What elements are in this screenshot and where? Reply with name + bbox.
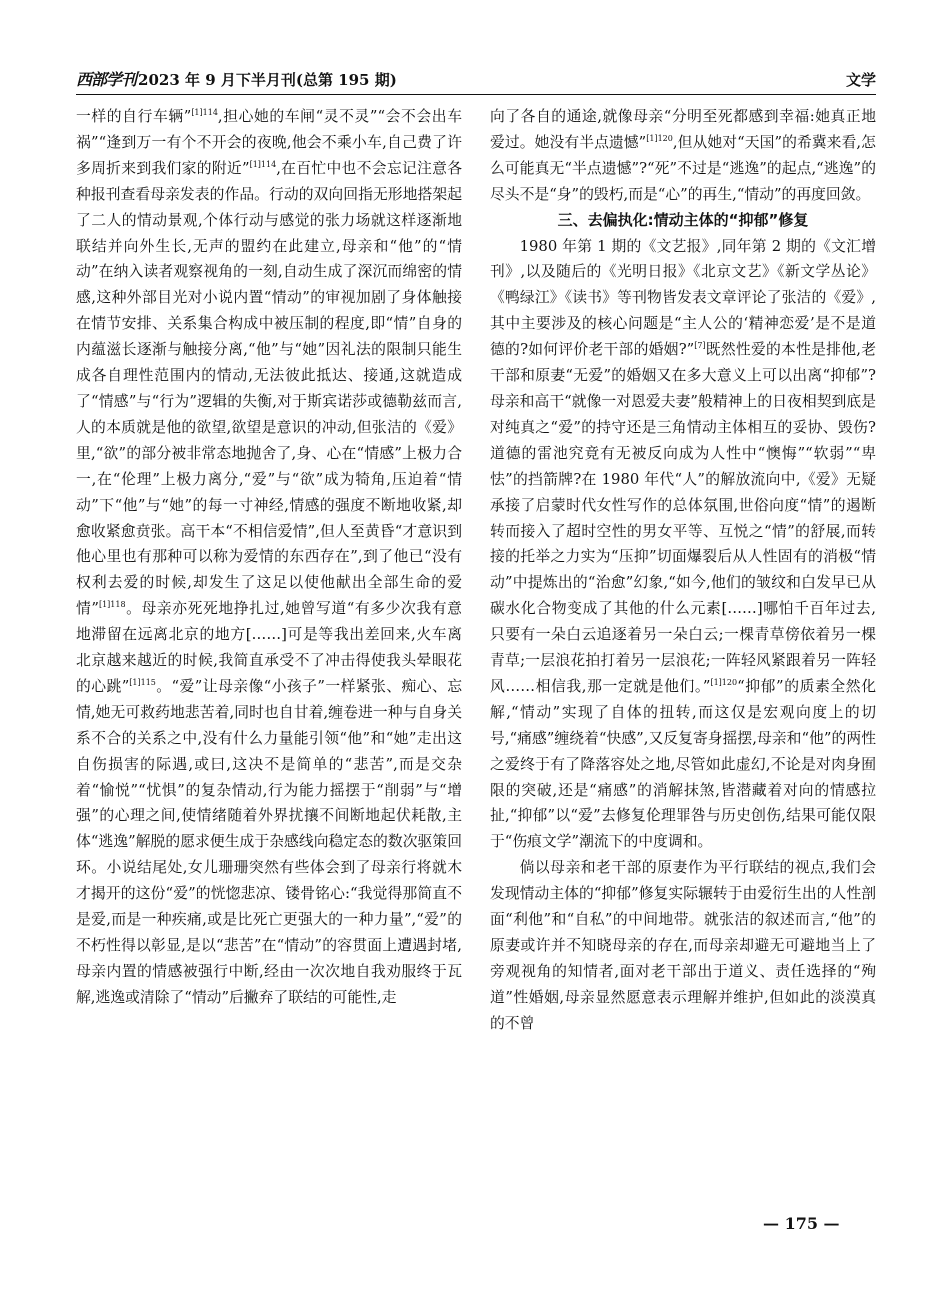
citation: [1]120 [710,678,738,688]
citation: [1]120 [646,133,673,143]
text-run: 向了各自的通途,就像母亲“分明至死都感到幸福:她真正地爱过。她没有半点遗憾” [490,108,876,151]
citation: [7] [694,341,706,351]
right-paragraph-continued [490,104,876,208]
text-run: 1980 年第 1 期的《文艺报》,同年第 2 期的《文汇增刊》,以及随后的《光明日报》《北京文艺》《新文学丛论》《鸭绿江》《读书》等刊物皆发表文章评论了张洁的《爱》,其中主要涉及的核心问题是“主人公的‘精神恋爱’是不是道德的?如何评价老干部的婚姻?” [490,237,876,359]
citation: [1]114 [191,108,218,118]
text-run: ,在百忙中也不会忘记注意各种报刊查看母亲发表的作品。行动的双向回指无形地搭架起了二人的情动景观,个体行动与感觉的张力场就这样逐渐地联结并向外生长,无声的盟约在此建立,母亲和“他”的“情动”在纳入读者观察视角的一刻,自动生成了深沉而绵密的情感,这种外部目光对小说内置“情动”的审视加剧了身体触接在情节安排、关系集合构成中被压制的程度,即“情”自身的内蕴滋长逐渐与触接分离,“他”与“她”因礼法的限制只能生成各自理性范围内的情动,无法彼此抵达、接通,这就造成了“情感”与“行为”逻辑的失衡,对于斯宾诺莎或德勒兹而言,人的本质就是他的欲望,欲望是意识的冲动,但张洁的《爱》里,“欲”的部分被非常态地抛舍了,身、心在“情感”上极力合一,在“伦理”上极力离分,“爱”与“欲”成为犄角,压迫着“情动”下“他”与“她”的每一寸神经,情感的强度不断地收紧,却愈收紧愈贲张。高干本“不相信爱情”,但人至黄昏“才意识到他心里也有那种可以称为爱情的东西存在”,到了他已“没有权利去爱的时候,却发生了这足以使他献出全部生命的爱情” [76,159,462,618]
citation: [1]118 [98,600,126,610]
right-paragraph-3: 倘以母亲和老干部的原妻作为平行联结的视点,我们会发现情动主体的“抑郁”修复实际辗转于由爱衍生出的人性剖面“利他”和“自私”的中间地带。就张洁的叙述而言,“他”的原妻或许并不知晓母亲的存在,而母亲却避无可避地当上了旁观视角的知情者,面对老干部出于道义、责任选择的“殉道”性婚姻,母亲显然愿意表示理解并维护,但如此的淡漠真的不曾 [490,859,876,1032]
left-column [76,104,462,1011]
issue-info: 2023 年 9 月下半月刊(总第 195 期) [138,71,397,89]
journal-logo: 西部学刊 [76,70,137,89]
text-run: ,担心她的车闸“灵不灵”“会不会出车祸”“逢到万一有个不开会的夜晚,他会不乘小车,自己费了许多周折来到我们家的附近” [76,108,462,177]
page-number: — 175 — [763,1214,840,1233]
text-run: 。母亲亦死死地挣扎过,她曾写道“有多少次我有意地滞留在远离北京的地方[……]可是等我出差回来,火车离北京越来越近的时候,我简直承受不了冲击得使我头晕眼花的心跳” [76,600,462,695]
text-run: 一样的自行车辆” [76,108,192,125]
section-heading: 三、去偏执化:情动主体的“抑郁”修复 [557,210,809,229]
text-run: 。“爱”让母亲像“小孩子”一样紧张、痴心、忘情,她无可救药地悲苦着,同时也自甘着,缠卷进一种与自身关系不合的关系之中,没有什么力量能引领“他”和“她”走出这自伤损害的际遇,或曰,这决不是简单的“悲苦”,而是交杂着“愉悦”“忧惧”的复杂情动,行为能力摇摆于“削弱”与“增强”的心理之间,使情绪随着外界扰攘不间断地起伏耗散,主体“逃逸”解脱的愿求便生成于杂感线向稳定态的数次驱策回环。小说结尾处,女儿珊珊突然有些体会到了母亲行将就木才揭开的这份“爱”的恍惚悲凉、镂骨铭心:“我觉得那简直不是爱,而是一种疾痛,或是比死亡更强大的一种力量”,“爱”的不朽性得以彰显,是以“悲苦”在“情动”的容贯面上遭遇封堵,母亲内置的情感被强行中断,经由一次次地自我劝服终于瓦解,逃逸或清除了“情动”后撇弃了联结的可能性,走 [76,677,462,1006]
header-rule [76,94,876,95]
text-run: ,但从她对“天国”的希冀来看,怎么可能真无“半点遗憾”?“死”不过是“逃逸”的起点,“逃逸”的尽头不是“身”的毁朽,而是“心”的再生,“情动”的再度回敛。 [490,133,876,203]
journal-masthead [76,67,397,90]
text-run: 既然性爱的本性是排他,老干部和原妻“无爱”的婚姻又在多大意义上可以出离“抑郁”?母亲和高干“就像一对恩爱夫妻”般精神上的日夜相契到底是对纯真之“爱”的持守还是三角情动主体相互的妥协、毁伤?道德的雷池究竟有无被反向成为人性中“懊悔”“软弱”“卑怯”的挡箭牌?在 1980 年代“人”的解放流向中,《爱》无疑承接了启蒙时代女性写作的总体氛围,世俗向度“情”的遏断转而接入了超时空性的男女平等、互悦之“情”的舒展,而转接的托举之力实为“压抑”切面爆裂后从人性固有的消极“情动”中提炼出的“治愈”幻象,“如今,他们的皱纹和白发早已从碳水化合物变成了其他的什么元素[……]哪怕千百年过去,只要有一朵白云追逐着另一朵白云;一棵青草傍依着另一棵青草;一层浪花拍打着另一层浪花;一阵轻风紧跟着另一阵轻风……相信我,那一定就是他们。” [490,341,876,695]
section-label: 文学 [845,71,876,89]
right-column [490,104,876,1037]
running-header [76,64,876,90]
citation: [1]115 [129,678,156,688]
left-paragraph [76,104,462,1011]
right-paragraph-2 [490,234,876,856]
text-run: “抑郁”的质素全然化解,“情动”实现了自体的扭转,而这仅是宏观向度上的切号,“痛感”缠绕着“快感”,又反复寄身摇摆,母亲和“他”的两性之爱终于有了降落容处之地,尽管如此虚幻,不论是对肉身囿限的突破,还是“痛感”的消解抹煞,皆潜藏着对向的情感拉扯,“抑郁”以“爱”去修复伦理罪咎与历史创伤,结果可能仅限于“伤痕文学”潮流下的中度调和。 [490,677,876,851]
citation: [1]114 [249,159,277,169]
